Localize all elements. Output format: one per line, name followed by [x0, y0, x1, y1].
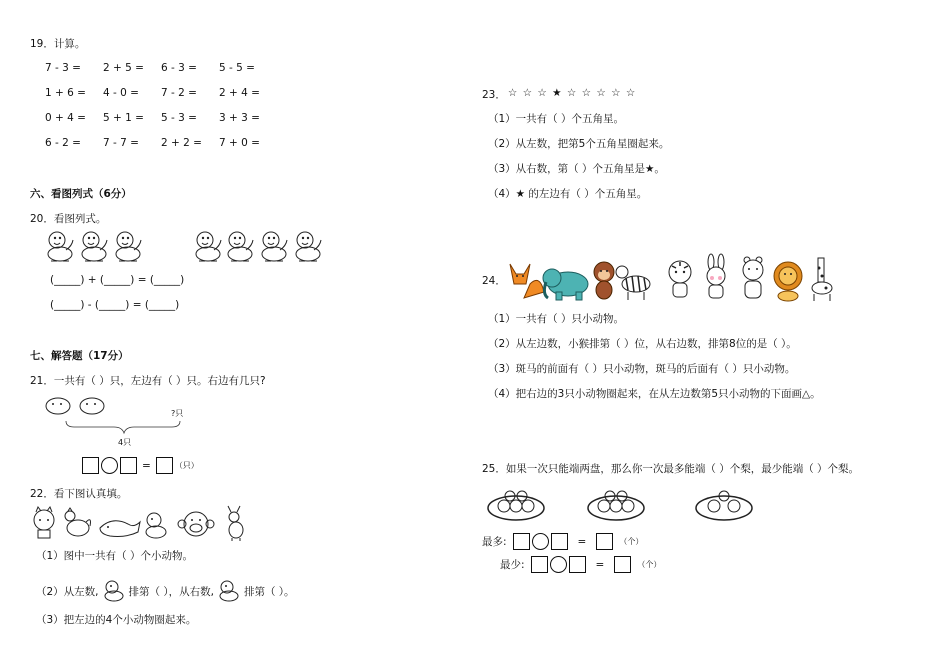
calc-item: 5 - 3 =	[161, 112, 197, 124]
q23-label: 23．	[482, 89, 506, 101]
cat-icon	[34, 507, 54, 538]
q25-title: 25．如果一次只能端两盘，那么你一次最多能端（ ）个梨，最少能端（ ）个梨。	[482, 463, 860, 475]
equals-sign: =	[142, 459, 151, 472]
duck-icon	[48, 232, 73, 261]
q22-line2-part-b: 排第（ ），从右数,	[128, 585, 214, 598]
q24-line3: （3）斑马的前面有（ ）只小动物，斑马的后面有（ ）只小动物。	[488, 363, 796, 375]
calc-item: 2 + 5 =	[103, 62, 144, 74]
unit-label: （个）	[637, 560, 662, 569]
answer-box[interactable]	[156, 457, 173, 474]
q23-stars: ☆ ☆ ☆ ★ ☆ ☆ ☆ ☆ ☆	[507, 87, 637, 99]
duck-icon	[196, 232, 221, 261]
rabbit-icon	[707, 254, 725, 298]
calc-item: 2 + 4 =	[219, 87, 260, 99]
q24-line1: （1）一共有（ ）只小动物。	[488, 313, 625, 325]
calc-item: 7 - 3 =	[45, 62, 81, 74]
q22-line1: （1）图中一共有（ ）个小动物。	[36, 550, 194, 562]
operator-circle[interactable]	[101, 457, 118, 474]
duck-icon	[296, 232, 321, 261]
animal-icon	[80, 398, 104, 414]
plate-of-pears-icon	[696, 491, 752, 520]
q23-line1: （1）一共有（ ）个五角星。	[488, 113, 625, 125]
q20-equation-2[interactable]: (_____) - (_____) = (_____)	[50, 299, 180, 311]
duck-icon	[262, 232, 287, 261]
q23-line3: （3）从右数，第（ ）个五角星是★。	[488, 163, 665, 175]
animal-icon	[46, 398, 70, 414]
total-brace	[66, 421, 180, 433]
q20-title: 20．看图列式。	[30, 213, 107, 225]
section6-title: 六、看图列式（6分）	[30, 188, 132, 200]
q19-title: 19．计算。	[30, 38, 86, 50]
answer-box[interactable]	[120, 457, 137, 474]
q25-plates	[486, 482, 786, 524]
most-label: 最多:	[482, 536, 507, 548]
calc-item: 7 + 0 =	[219, 137, 260, 149]
answer-box[interactable]	[513, 533, 530, 550]
fox-icon	[510, 264, 544, 298]
q22-line2-part-c: 排第（ ）。	[243, 585, 295, 598]
q23-header	[482, 87, 636, 102]
answer-box[interactable]	[614, 556, 631, 573]
answer-box[interactable]	[551, 533, 568, 550]
calc-item: 2 + 2 =	[161, 137, 202, 149]
calc-item: 1 + 6 =	[45, 87, 86, 99]
q25-most-equation[interactable]	[482, 533, 643, 550]
calc-item: 5 - 5 =	[219, 62, 255, 74]
q22-line2-part-a: （2）从左数,	[36, 585, 99, 598]
rooster-icon	[65, 508, 91, 536]
calc-item: 7 - 7 =	[103, 137, 139, 149]
duck-icon	[82, 232, 107, 261]
duck-icon	[103, 580, 125, 602]
q23-line2: （2）从左数，把第5个五角星圈起来。	[488, 138, 670, 150]
tiger-icon	[669, 261, 691, 297]
q20-equation-1[interactable]: (_____) + (_____) = (_____)	[50, 274, 185, 286]
bear-icon	[743, 257, 763, 298]
calc-item: 0 + 4 =	[45, 112, 86, 124]
answer-box[interactable]	[569, 556, 586, 573]
duck-images	[46, 228, 336, 266]
q19-calc-grid	[45, 62, 277, 162]
answer-box[interactable]	[531, 556, 548, 573]
calc-item: 6 - 2 =	[45, 137, 81, 149]
q22-title: 22．看下图认真填。	[30, 488, 128, 500]
q23-line4: （4）★ 的左边有（ ）个五角星。	[488, 188, 648, 200]
q22-animal-row	[30, 506, 260, 542]
q24-line4: （4）把右边的3只小动物圈起来，在从左边数第5只小动物的下面画△。	[488, 388, 821, 400]
q22-line2	[36, 580, 295, 602]
q21-title: 21．一共有（ ）只，左边有（ ）只。右边有几只?	[30, 375, 266, 387]
calc-item: 5 + 1 =	[103, 112, 144, 124]
q24-label: 24．	[482, 275, 506, 287]
giraffe-icon	[812, 258, 832, 301]
duck-icon	[228, 232, 253, 261]
unit-label: （只）	[174, 461, 199, 470]
operator-circle[interactable]	[550, 556, 567, 573]
elephant-icon	[543, 269, 588, 300]
q22-line3: （3）把左边的4个小动物圈起来。	[36, 614, 197, 626]
q21-total-label: 4只	[118, 438, 132, 447]
q21-unknown-label: ?只	[171, 409, 184, 418]
deer-icon	[228, 506, 243, 541]
section7-title: 七、解答题（17分）	[30, 350, 129, 362]
answer-box[interactable]	[596, 533, 613, 550]
whale-icon	[100, 521, 140, 537]
q25-least-equation[interactable]	[500, 556, 661, 573]
monkey-icon	[594, 262, 614, 299]
q21-answer-equation[interactable]	[82, 457, 199, 474]
q24-line2: （2）从左边数，小猴排第（ ）位，从右边数，排第8位的是（ ）。	[488, 338, 797, 350]
answer-box[interactable]	[82, 457, 99, 474]
lion-icon	[774, 262, 802, 301]
zebra-icon	[616, 266, 650, 300]
calc-item: 6 - 3 =	[161, 62, 197, 74]
calc-item: 4 - 0 =	[103, 87, 139, 99]
duck-icon	[218, 580, 240, 602]
duck-icon	[116, 232, 141, 261]
calc-item: 7 - 2 =	[161, 87, 197, 99]
duck-icon	[146, 513, 166, 538]
plate-of-pears-icon	[588, 491, 644, 520]
plate-of-pears-icon	[488, 491, 544, 520]
monkey-icon	[178, 512, 214, 536]
equals-sign: =	[577, 535, 587, 548]
q24-animal-row	[506, 254, 846, 302]
least-label: 最少:	[500, 559, 525, 571]
calc-item: 3 + 3 =	[219, 112, 260, 124]
operator-circle[interactable]	[532, 533, 549, 550]
unit-label: （个）	[619, 537, 644, 546]
equals-sign: =	[595, 558, 605, 571]
